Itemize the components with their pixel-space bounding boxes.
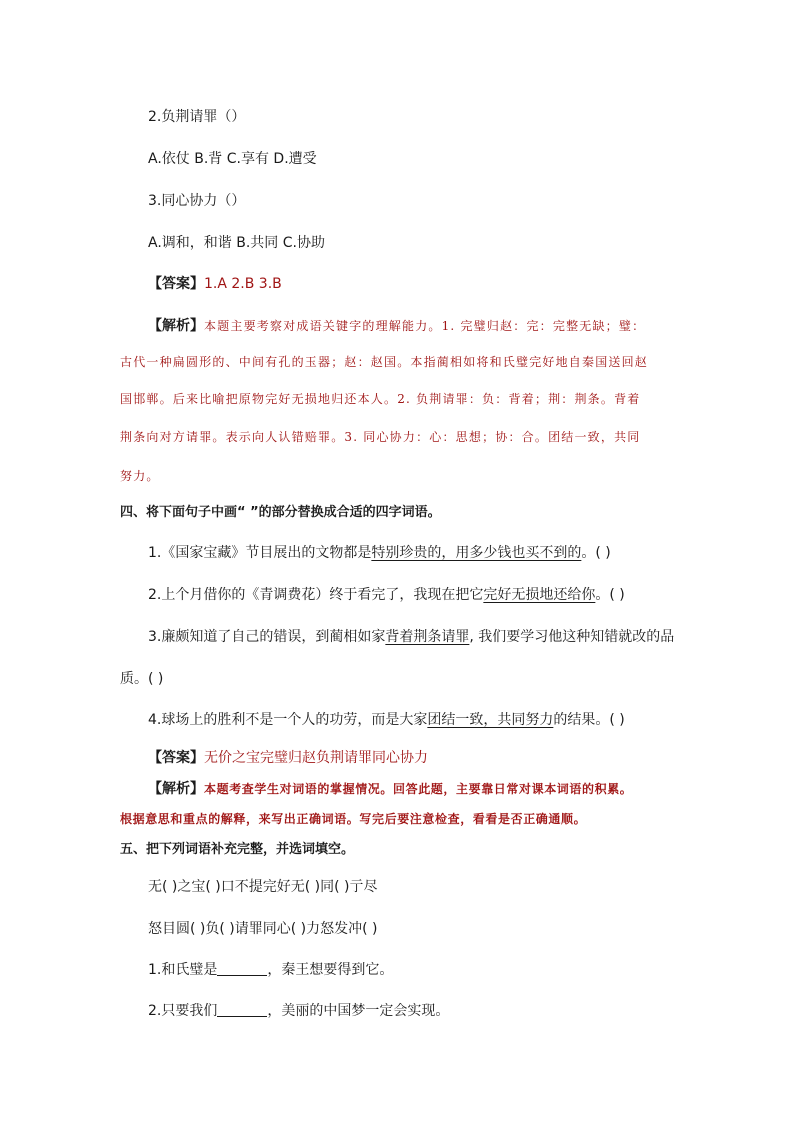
q3-item2: 2.负荆请罪（）	[148, 109, 246, 125]
q5-sentence-2: 2.只要我们 ，美丽的中国梦一定会实现。	[148, 1003, 450, 1019]
q4-sentence-1: 1.《国家宝藏》节目展出的文物都是特别珍贵的，用多少钱也买不到的。( )	[148, 545, 611, 561]
q4-sentence-3: 3.廉颇知道了自己的错误，到蔺相如家背着荆条请罪, 我们要学习他这种知错就改的品	[148, 629, 675, 645]
underlined-phrase: 团结一致，共同努力	[427, 712, 554, 728]
fill-blank[interactable]	[217, 1002, 267, 1017]
q3-analysis-line-1: 【解析】本题主要考察对成语关键字的理解能力。1. 完璧归赵：完：完整无缺；璧：	[148, 318, 646, 334]
q5-row-2: 怒目圆( )负( )请罪同心( )力怒发冲( )	[148, 921, 378, 937]
q4-title: 四、将下面句子中画“ ”的部分替换成合适的四字词语。	[120, 505, 441, 520]
analysis-label: 【解析】	[148, 781, 204, 797]
q3-item2-options: A.依仗 B.背 C.享有 D.遭受	[148, 151, 317, 167]
q4-sentence-2: 2.上个月借你的《青调费花）终于看完了，我现在把它完好无损地还给你。( )	[148, 587, 625, 603]
q4-sentence-3-cont: 质。( )	[120, 671, 164, 687]
q4-sentence-4: 4.球场上的胜利不是一个人的功劳，而是大家团结一致，共同努力的结果。( )	[148, 712, 625, 728]
answer-label: 【答案】	[148, 276, 204, 292]
underlined-phrase: 背着荆条请罪	[385, 629, 470, 645]
q3-analysis-line-2: 古代一种扁圆形的、中间有孔的玉器；赵：赵国。本指蔺相如将和氏璧完好地自秦国送回赵	[120, 355, 649, 369]
q3-answer	[148, 274, 282, 294]
analysis-label: 【解析】	[148, 318, 204, 334]
q4-answer	[148, 748, 428, 768]
q3-item3: 3.同心协力（）	[148, 193, 246, 209]
answer-text: 无价之宝完璧归赵负荆请罪同心协力	[204, 750, 428, 766]
q5-row-1: 无( )之宝( )口不提完好无( )同( )亍尽	[148, 879, 378, 895]
answer-label: 【答案】	[148, 750, 204, 766]
q4-analysis-line-2: 根据意思和重点的解释，来写出正确词语。写完后要注意检查，看看是否正确通顺。	[120, 812, 587, 826]
underlined-phrase: 特别珍贵的，用多少钱也买不到的	[371, 545, 582, 561]
answer-text: 1.A 2.B 3.B	[204, 276, 282, 292]
fill-blank[interactable]	[217, 961, 267, 976]
q5-title: 五、把下列词语补充完整，并选词填空。	[120, 842, 355, 857]
underlined-phrase: 完好无损地还给你	[483, 587, 596, 603]
q3-item3-options: A.调和，和谐 B.共同 C.协助	[148, 235, 325, 251]
q3-analysis-line-5: 努力。	[120, 469, 160, 483]
q5-sentence-1: 1.和氏璧是 ，秦王想要得到它。	[148, 962, 394, 978]
q3-analysis-line-3: 国邯郸。后来比喻把原物完好无损地归还本人。2. 负荆请罪：负：背着；荆：荆条。背着	[120, 392, 641, 406]
q3-analysis-line-4: 荆条向对方请罪。表示向人认错赔罪。3. 同心协力：心：思想；协：合。团结一致，共同	[120, 430, 641, 444]
q4-analysis-line-1: 【解析】本题考查学生对词语的掌握情况。回答此题，主要靠日常对课本词语的积累。	[148, 781, 633, 797]
